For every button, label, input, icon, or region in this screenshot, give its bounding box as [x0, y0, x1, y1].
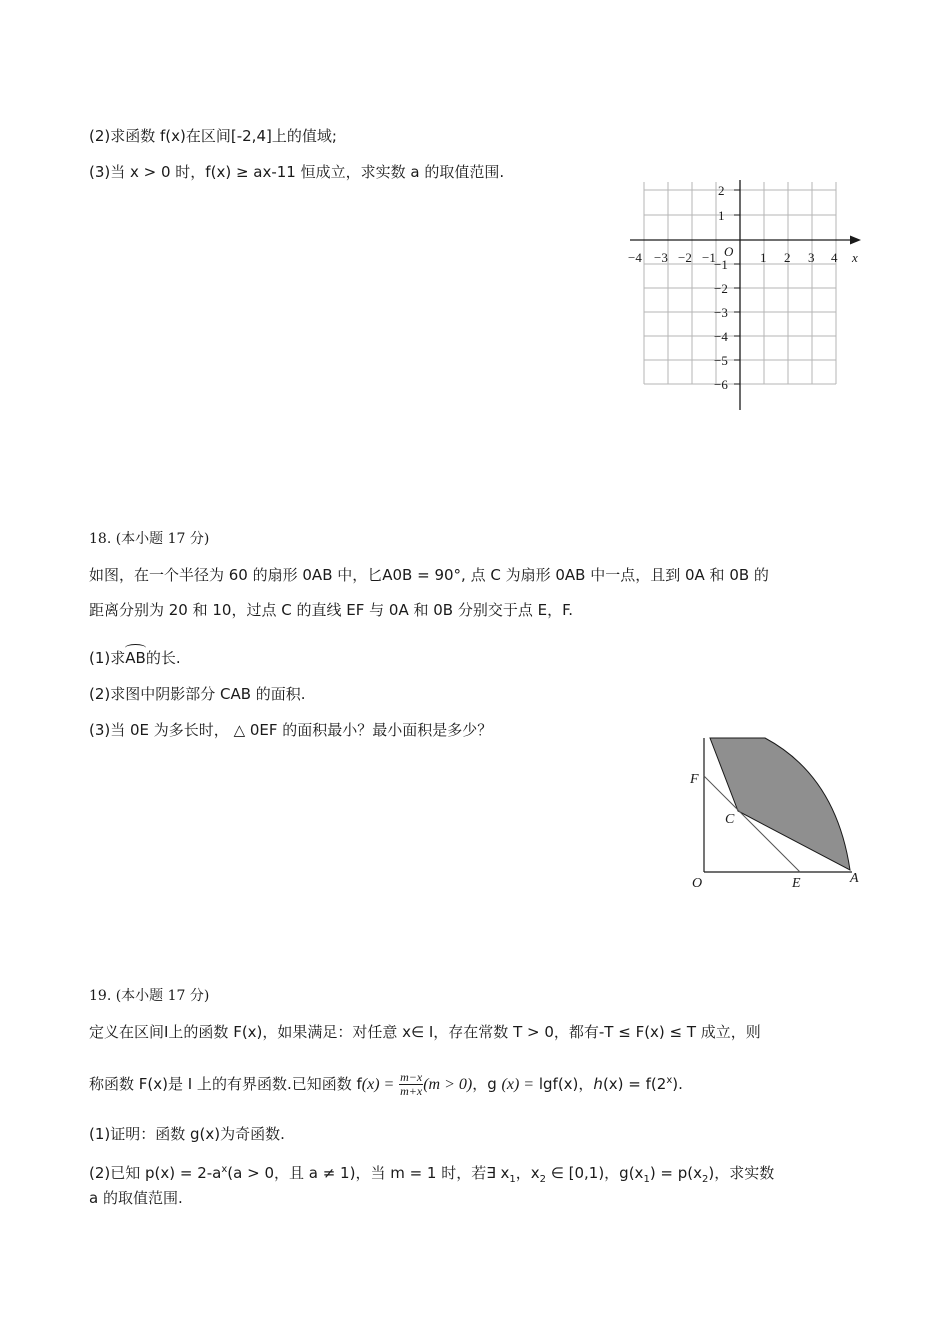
- origin-label: O: [724, 244, 734, 259]
- coordinate-grid-figure: [624, 180, 870, 412]
- x-tick-label: −2: [678, 250, 692, 265]
- q19-part2-text-c: ，x: [515, 1164, 540, 1182]
- shaded-region-cab: [710, 738, 850, 870]
- q19-stem-text-a: 称函数 F(x)是 I 上的有界函数.已知函数 f: [89, 1075, 362, 1093]
- q19-part1: (1)证明：函数 g(x)为奇函数.: [89, 1125, 285, 1143]
- label-f: F: [690, 772, 699, 787]
- y-tick-label: −1: [714, 257, 728, 272]
- q19-part2-text-b: (a > 0，且 a ≠ 1)，当 m = 1 时，若∃ x: [227, 1164, 510, 1182]
- y-tick-label: −3: [714, 305, 728, 320]
- y-tick-label: 1: [718, 208, 725, 223]
- q18-part3: (3)当 0E 为多长时， △ 0EF 的面积最小？最小面积是多少？: [89, 721, 493, 739]
- fraction-denominator: m+x: [400, 1084, 423, 1098]
- x-tick-label: −4: [628, 250, 642, 265]
- q19-stem-line1: 定义在区间I上的函数 F(x)，如果满足：对任意 x∈ I，存在常数 T > 0，都有-T ≤ F(x) ≤ T 成立，则: [89, 1023, 761, 1041]
- q19-stem-text-e: ).: [672, 1075, 683, 1093]
- q19-part2-text-f: )，求实数: [708, 1164, 775, 1182]
- fraction-numerator: m−x: [400, 1070, 423, 1084]
- q17-part2: (2)求函数 f(x)在区间[-2,4]上的值域;: [89, 127, 337, 145]
- q19-stem-text-b: ，g: [472, 1075, 497, 1093]
- x-tick-label: 2: [784, 250, 791, 265]
- q18-part1-prefix: (1)求: [89, 649, 126, 667]
- x-tick-label: 3: [808, 250, 815, 265]
- sector-figure: [686, 736, 870, 894]
- q18-stem-line1: 如图，在一个半径为 60 的扇形 0AB 中，匕A0B = 90°, 点 C 为扇形 0AB 中一点，且到 0A 和 0B 的: [89, 566, 769, 584]
- q19-stem-text-c: lgf(x)，: [534, 1075, 594, 1093]
- y-tick-label: 2: [718, 183, 725, 198]
- q19-part2-line2: a 的取值范围.: [89, 1189, 183, 1207]
- y-tick-label: −2: [714, 281, 728, 296]
- q19-stem-text-d: (x) = f(2: [602, 1075, 667, 1093]
- subscript-2: 2: [539, 1174, 547, 1185]
- x-tick-label: −3: [654, 250, 668, 265]
- y-tick-label: −5: [714, 353, 728, 368]
- y-tick-label: −6: [714, 377, 728, 392]
- subscript-1: 1: [643, 1174, 650, 1185]
- f-formula-fraction: [399, 1071, 423, 1098]
- x-axis-arrow: [850, 236, 861, 245]
- q18-part2: (2)求图中阴影部分 CAB 的面积.: [89, 685, 306, 703]
- exponent-x: x: [221, 1164, 228, 1175]
- q18-header: 18. (本小题 17 分): [89, 531, 210, 547]
- subscript-2: 2: [702, 1174, 709, 1185]
- q18-part1-suffix: 的长.: [145, 649, 181, 667]
- exponent-x: x: [666, 1075, 673, 1086]
- g-formula-lhs: (x) =: [501, 1076, 535, 1093]
- f-formula-lhs: (x) =: [361, 1076, 395, 1093]
- x-axis-label: x: [852, 250, 858, 265]
- q19-stem-line2: [89, 1064, 683, 1098]
- x-tick-label: 4: [831, 250, 838, 265]
- label-c: C: [725, 812, 735, 827]
- q19-part2-text-d: ∈ [0,1)，g(x: [546, 1164, 644, 1182]
- label-e: E: [792, 876, 801, 891]
- q18-part1: [89, 648, 181, 668]
- x-tick-label: −1: [702, 250, 716, 265]
- label-a: A: [850, 871, 859, 886]
- q19-header: 19. (本小题 17 分): [89, 988, 210, 1004]
- q17-part3: (3)当 x > 0 时，f(x) ≥ ax-11 恒成立，求实数 a 的取值范围.: [89, 163, 505, 181]
- x-tick-label: 1: [760, 250, 767, 265]
- arc-ab-symbol: AB: [125, 649, 146, 667]
- label-o: O: [692, 876, 703, 891]
- y-tick-label: −4: [714, 329, 728, 344]
- q19-part2-text-a: (2)已知 p(x) = 2-a: [89, 1164, 222, 1182]
- q18-stem-line2: 距离分别为 20 和 10，过点 C 的直线 EF 与 0A 和 0B 分别交于点 E，F.: [89, 601, 574, 619]
- h-symbol: h: [593, 1075, 603, 1093]
- f-formula-condition: (m > 0): [423, 1076, 473, 1093]
- q19-part2-text-e: ) = p(x: [649, 1164, 703, 1182]
- q19-part2-line1: [89, 1160, 774, 1190]
- subscript-1: 1: [509, 1174, 516, 1185]
